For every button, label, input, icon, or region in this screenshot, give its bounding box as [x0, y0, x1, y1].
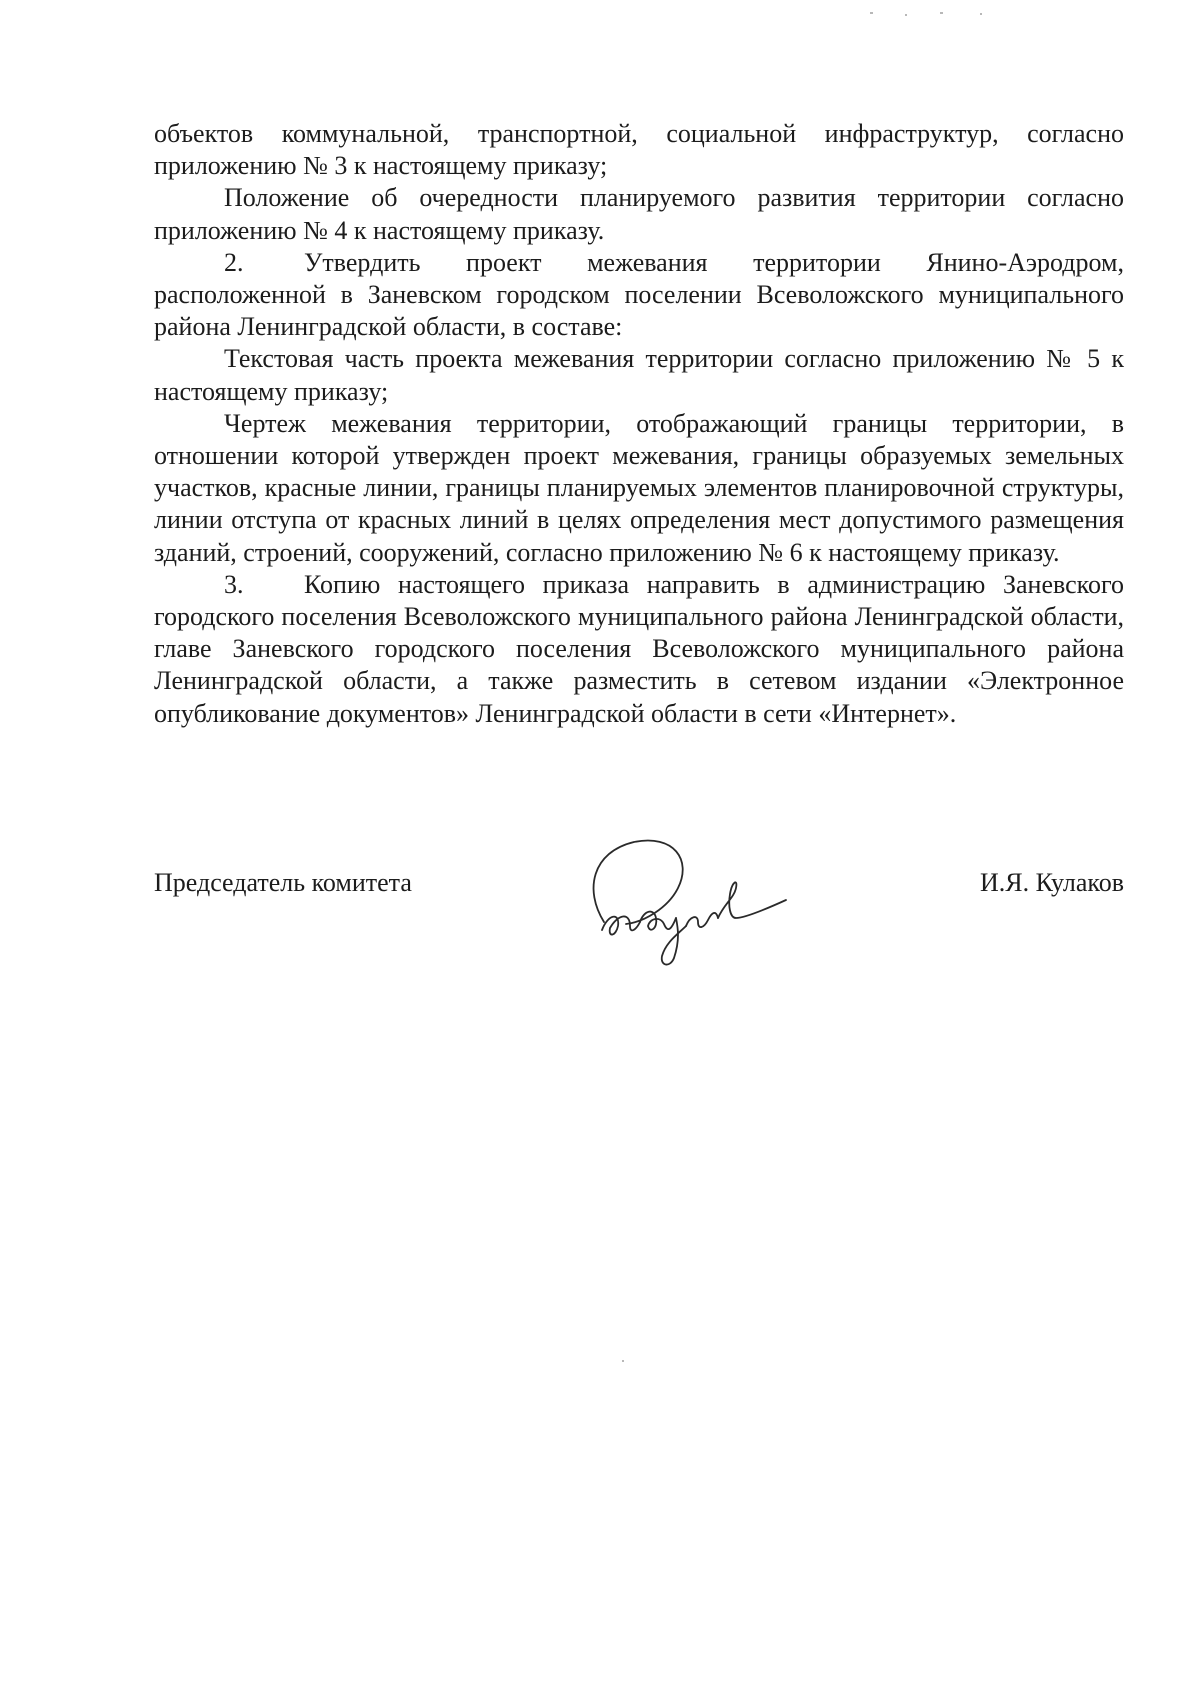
- paragraph-4: Текстовая часть проекта межевания территории согласно приложению № 5 к настоящему приказу;: [154, 344, 1124, 406]
- scan-speck: [870, 12, 873, 14]
- paragraph-2: Положение об очередности планируемого развития территории согласно приложению № 4 к настоящему приказу.: [154, 183, 1124, 245]
- signatory-name: И.Я. Кулаков: [980, 868, 1124, 897]
- signatory-position: Председатель комитета: [154, 868, 412, 897]
- handwritten-signature: [574, 830, 814, 970]
- paragraph-text: Утвердить проект межевания территории Янино-Аэродром, расположенной в Заневском городском поселении Всеволожского муниципального района Ленинградской области, в составе:: [154, 247, 1124, 342]
- scan-speck: [622, 1360, 624, 1362]
- paragraph-3: [154, 247, 1124, 344]
- paragraph-6: [154, 569, 1124, 730]
- signature-block: [154, 860, 1124, 980]
- scan-speck: [905, 14, 907, 16]
- paragraph-5: Чертеж межевания территории, отображающий границы территории, в отношении которой утвержден проект межевания, границы образуемых земельных участков, красные линии, границы планируемых элементов планировочной структуры, линии отступа от красных линий в целях определения мест допустимого размещения зданий, строений, сооружений, согласно приложению № 6 к настоящему приказу.: [154, 408, 1124, 567]
- scan-speck: [940, 12, 943, 14]
- paragraph-number: 3.: [224, 569, 244, 599]
- paragraph-text: Копию настоящего приказа направить в администрацию Заневского городского поселения Всеволожского муниципального района Ленинградской области, главе Заневского городского поселения Всеволожского муниципального района Ленинградской области, а также разместить в сетевом издании «Электронное опубликование документов» Ленинградской области в сети «Интернет».: [154, 569, 1124, 728]
- paragraph-1: объектов коммунальной, транспортной, социальной инфраструктур, согласно приложению № 3 к настоящему приказу;: [154, 119, 1124, 181]
- document-body: [154, 118, 1124, 730]
- paragraph-number: 2.: [224, 247, 244, 277]
- scan-speck: [980, 13, 982, 15]
